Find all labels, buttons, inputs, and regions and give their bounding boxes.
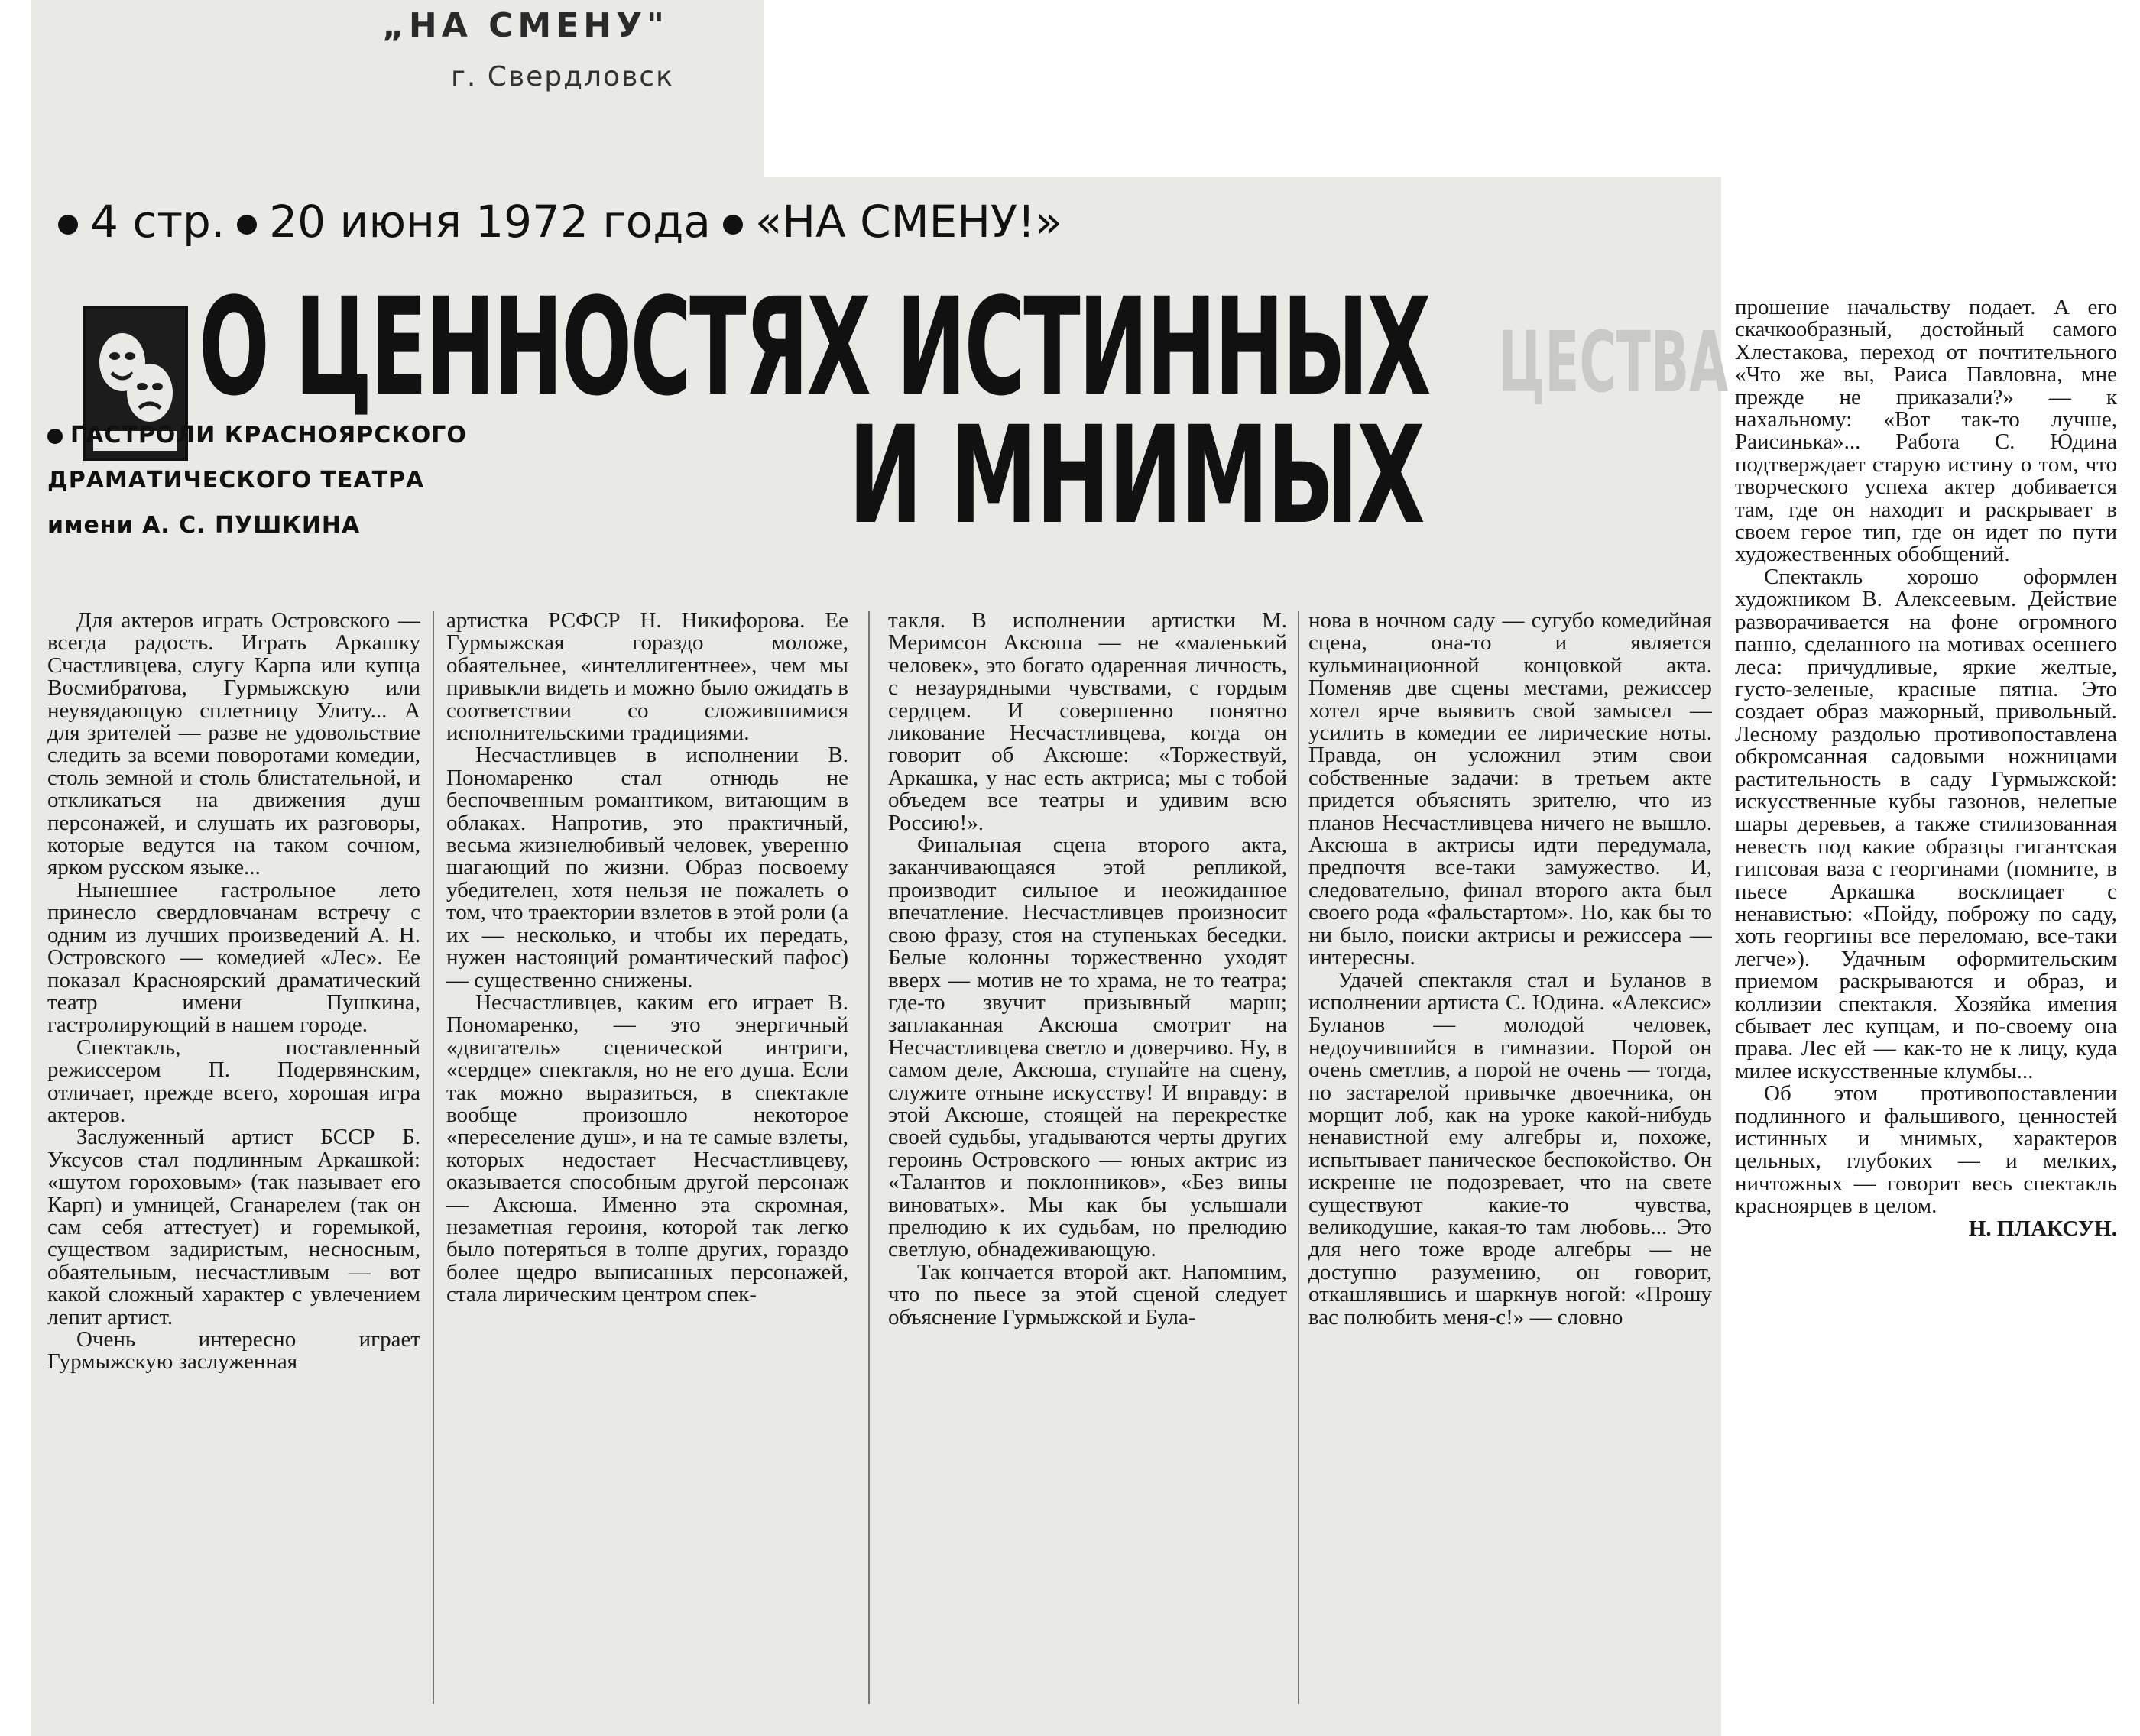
paragraph: артистка РСФСР Н. Никифорова. Ее Гурмыжская гораздо моложе, обаятельнее, «интеллигентнее», чем мы привыкли видеть и можно было ожидать в соответствии со сложившимися исполнительскими традициями. (446, 610, 848, 746)
bullet-icon (237, 215, 257, 235)
dateline-paper: «НА СМЕНУ!» (754, 196, 1063, 248)
paragraph: Финальная сцена второго акта, заканчивающаяся этой репликой, производит сильное и неожиданное впечатление. Несчастливцев произносит свою фразу, стоя на ступеньках беседки. Белые колонны торжественно уходят вверх — мотив не то храма, не то театра; где-то звучит призывный марш; заплаканная Аксюша смотрит на Несчастливцева светло и доверчиво. Ну, в самом деле, Аксюша, ступайте на сцену, служите отныне искусству! И вправду: в этой Аксюше, стоящей на перекрестке своей судьбы, угадываются черты других героинь Островского — юных актрис из «Талантов и поклонников», «Без вины виноватых». Мы как бы услышали прелюдию к их судьбам, но прелюдию светлую, обнадеживающую. (888, 833, 1287, 1262)
paragraph: Спектакль хорошо оформлен художником В. Алексеевым. Действие разворачивается на фоне огромного панно, сделанного на мотивах осеннего леса: причудливые, яркие желтые, густо-зеленые, красные пятна. Это создает образ мажорный, привольный. Лесному раздолью противопоставлена обкромсанная садовыми ножницами растительность в саду Гурмыжской: искусственные кубы газонов, нелепые шары деревьев, а также стилизованная невесть под какие образцы гигантская гипсовая ваза с георгинами (помните, в пьесе Аркашка восклицает с ненавистью: «Пойду, поброжу по саду, хоть георгины все переломаю, все-таки легче»). Удачным оформительским приемом раскрываются и образ, и коллизии спектакля. Хозяйка имения сбывает лес купцам, и по-своему она права. Лес ей — как-то не к лицу, куда милее искусственные клумбы... (1735, 564, 2117, 1083)
bleed-through-mark: ЦЕСТВА (1498, 313, 1729, 411)
paragraph: прошение начальству подает. А его скачкообразный, достойный самого Хлестакова, переход от почтительного «Что же вы, Раиса Павловна, мне прежде не приказали?» — к нахальному: «Вот так-то лучше, Раисинька»... Работа С. Юдина подтверждает старую истину о том, что творческого успеха актер добивается там, где он находит и раскрывает в своем герое тип, где он идет по пути художественных обобщений. (1735, 296, 2117, 567)
source-city: г. Свердловск (451, 61, 674, 92)
article-column-2 (446, 610, 848, 1707)
paragraph: Очень интересно играет Гурмыжскую заслуженная (47, 1327, 420, 1375)
author-signature: Н. ПЛАКСУН. (1968, 1216, 2117, 1241)
paragraph: Спектакль, поставленный режиссером П. Подервянским, отличает, прежде всего, хорошая игра актеров. (47, 1035, 420, 1127)
paragraph: Несчастливцев, каким его играет В. Пономаренко, — это энергичный «двигатель» сценической интриги, «сердце» спектакля, но не его душа. Если так можно выразиться, в спектакле вообще произошло некоторое «переселение душ», и на те самые взлеты, которых недостает Несчастливцеву, оказывается способным другой персонаж — Аксюша. Именно эта скромная, незаметная героиня, которой так легко было потеряться в толпе других, гораздо более щедро выписанных персонажей, стала лирическим центром спек- (446, 989, 848, 1307)
dateline-page: 4 стр. (90, 196, 225, 248)
article-column-1 (47, 610, 420, 1707)
paragraph: Нынешнее гастрольное лето принесло свердловчанам встречу с одним из лучших произведений А. Н. Островского — комедией «Лес». Ее показал Красноярский драматический театр имени Пушкина, гастролирующий в нашем городе. (47, 877, 420, 1038)
source-newspaper: „НА СМЕНУ" (382, 6, 669, 45)
rubric (47, 413, 467, 548)
paragraph: Так кончается второй акт. Напомним, что по пьесе за этой сценой следует объяснение Гурмыжской и Була- (888, 1259, 1287, 1330)
headline-line-2: И МНИМЫХ (848, 397, 1424, 554)
dateline-date: 20 июня 1972 года (269, 196, 711, 248)
article-column-4 (1308, 610, 1712, 1707)
dateline (46, 196, 1062, 248)
column-rule (868, 611, 870, 1704)
bullet-icon (723, 215, 743, 235)
paragraph: Для актеров играть Островского — всегда радость. Играть Аркашку Счастливцева, слугу Карпа или купца Восмибратова, Гурмыжскую или неувядающую сплетницу Улиту... А для зрителей — разве не удовольствие следить за всеми поворотами комедии, столь земной и столь блистательной, и откликаться на движения душ персонажей, и слушать их разговоры, которые ведутся на таком сочном, ярком русском языке... (47, 610, 420, 880)
column-rule (433, 611, 434, 1704)
paragraph: Удачей спектакля стал и Буланов в исполнении артиста С. Юдина. «Алексис» Буланов — молодой человек, недоучившийся в гимназии. Порой он очень сметлив, а порой не очень — тогда, по застарелой привычке двоечника, он морщит лоб, как на уроке какой-нибудь ненавистной ему алгебры и, похоже, испытывает паническое беспокойство. Он искренне не подозревает, что на свете существуют какие-то чувства, великодушие, какая-то там любовь... Это для него тоже вроде алгебры — не доступно разумению, он говорит, откашлявшись и шаркнув ногой: «Прошу вас полюбить меня-с!» — словно (1308, 967, 1712, 1330)
paragraph: Заслуженный артист БССР Б. Уксусов стал подлинным Аркашкой: «шутом гороховым» (так называет его Карп) и умницей, Сганарелем (так он сам себя аттестует) и горемыкой, существом задиристым, несносным, обаятельным, несчастливым — вот какой сложный характер с увлечением лепит артист. (47, 1125, 420, 1330)
bullet-icon (58, 215, 78, 235)
paragraph: Об этом противопоставлении подлинного и фальшивого, ценностей истинных и мнимых, характеров цельных, глубоких — и мелких, ничтожных — говорит весь спектакль красноярцев в целом. (1735, 1081, 2117, 1219)
column-rule (1298, 611, 1299, 1704)
rubric-line: ДРАМАТИЧЕСКОГО ТЕАТРА (47, 467, 425, 494)
rubric-line: имени А. С. ПУШКИНА (47, 512, 361, 539)
bullet-icon (47, 429, 63, 444)
rubric-line: ГАСТРОЛИ КРАСНОЯРСКОГО (47, 413, 467, 458)
paragraph: такля. В исполнении артистки М. Меримсон Аксюша — не «маленький человек», это богато одаренная личность, с незаурядными чувствами, с гордым сердцем. И совершенно понятно ликование Несчастливцева, когда он говорит об Аксюше: «Торжествуй, Аркашка, у нас есть актриса; мы с тобой объедем все театры и удивим всю Россию!». (888, 610, 1287, 835)
article-column-5 (1735, 296, 2117, 1699)
article-column-3 (888, 610, 1287, 1707)
paragraph: нова в ночном саду — сугубо комедийная сцена, она-то и является кульминационной концовкой акта. Поменяв две сцены местами, режиссер хотел ярче выявить свой замысел — усилить в комедии ее лирические ноты. Правда, он усложнил этим свои собственные задачи: в третьем акте придется объяснять зрителю, что из планов Несчастливцева ничего не вышло. Аксюша в актрисы идти передумала, предпочтя все-таки замужество. И, следовательно, финал второго акта был своего рода «фальстартом». Но, как бы то ни было, поиски актрисы и режиссера — интересны. (1308, 610, 1712, 970)
headline-line-1: О ЦЕННОСТЯХ ИСТИННЫХ (199, 269, 1430, 426)
paragraph: Несчастливцев в исполнении В. Пономаренко стал отнюдь не беспочвенным романтиком, витающим в облаках. Напротив, это практичный, весьма жизнелюбивый человек, уверенно шагающий по жизни. Образ посвоему убедителен, хотя нельзя не пожалеть о том, что траектории взлетов в этой роли (а их — несколько, и чтобы их передать, нужен настоящий романтический пафос) — существенно снижены. (446, 743, 848, 993)
